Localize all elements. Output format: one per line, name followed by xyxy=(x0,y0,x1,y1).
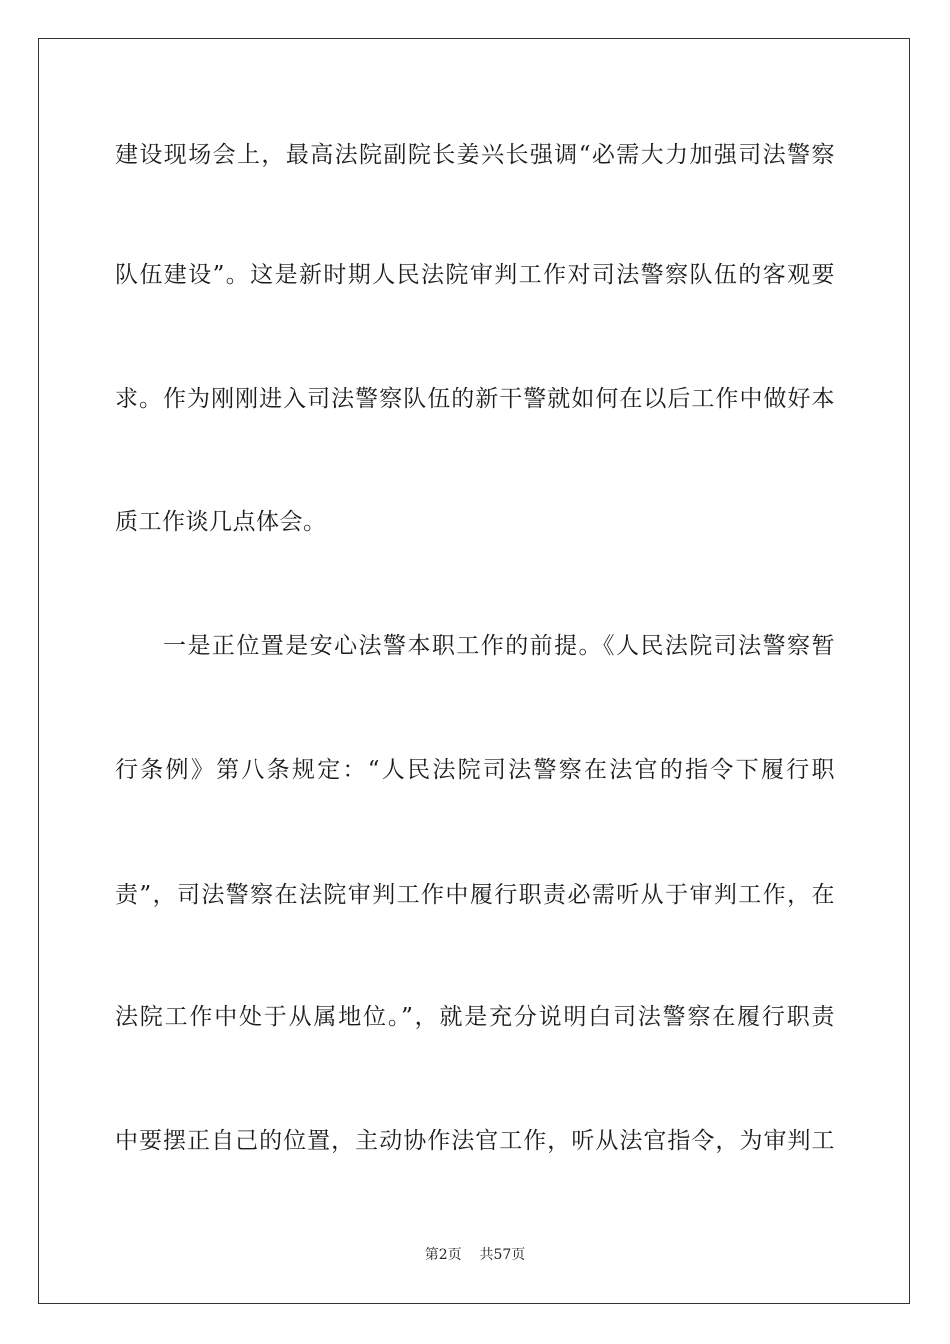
text-line: 行条例》第八条规定：“人民法院司法警察在法官的指令下履行职 xyxy=(115,757,835,783)
text-line: 建设现场会上，最高法院副院长姜兴长强调“必需大力加强司法警察 xyxy=(115,142,835,168)
text-line: 队伍建设”。这是新时期人民法院审判工作对司法警察队伍的客观要 xyxy=(115,262,835,288)
page-number: 第2页 xyxy=(424,1247,462,1263)
text-line: 法院工作中处于从属地位。”，就是充分说明白司法警察在履行职责 xyxy=(115,1004,835,1030)
page-border xyxy=(38,38,910,1304)
text-line: 求。作为刚刚进入司法警察队伍的新干警就如何在以后工作中做好本 xyxy=(115,386,835,412)
text-line: 一是正位置是安心法警本职工作的前提。《人民法院司法警察暂 xyxy=(163,633,835,659)
text-line: 责”，司法警察在法院审判工作中履行职责必需听从于审判工作，在 xyxy=(115,882,835,908)
page-footer xyxy=(0,1246,950,1264)
total-pages: 共57页 xyxy=(479,1247,526,1263)
text-line: 质工作谈几点体会。 xyxy=(115,509,327,535)
text-line: 中要摆正自己的位置，主动协作法官工作，听从法官指令，为审判工 xyxy=(115,1128,835,1154)
